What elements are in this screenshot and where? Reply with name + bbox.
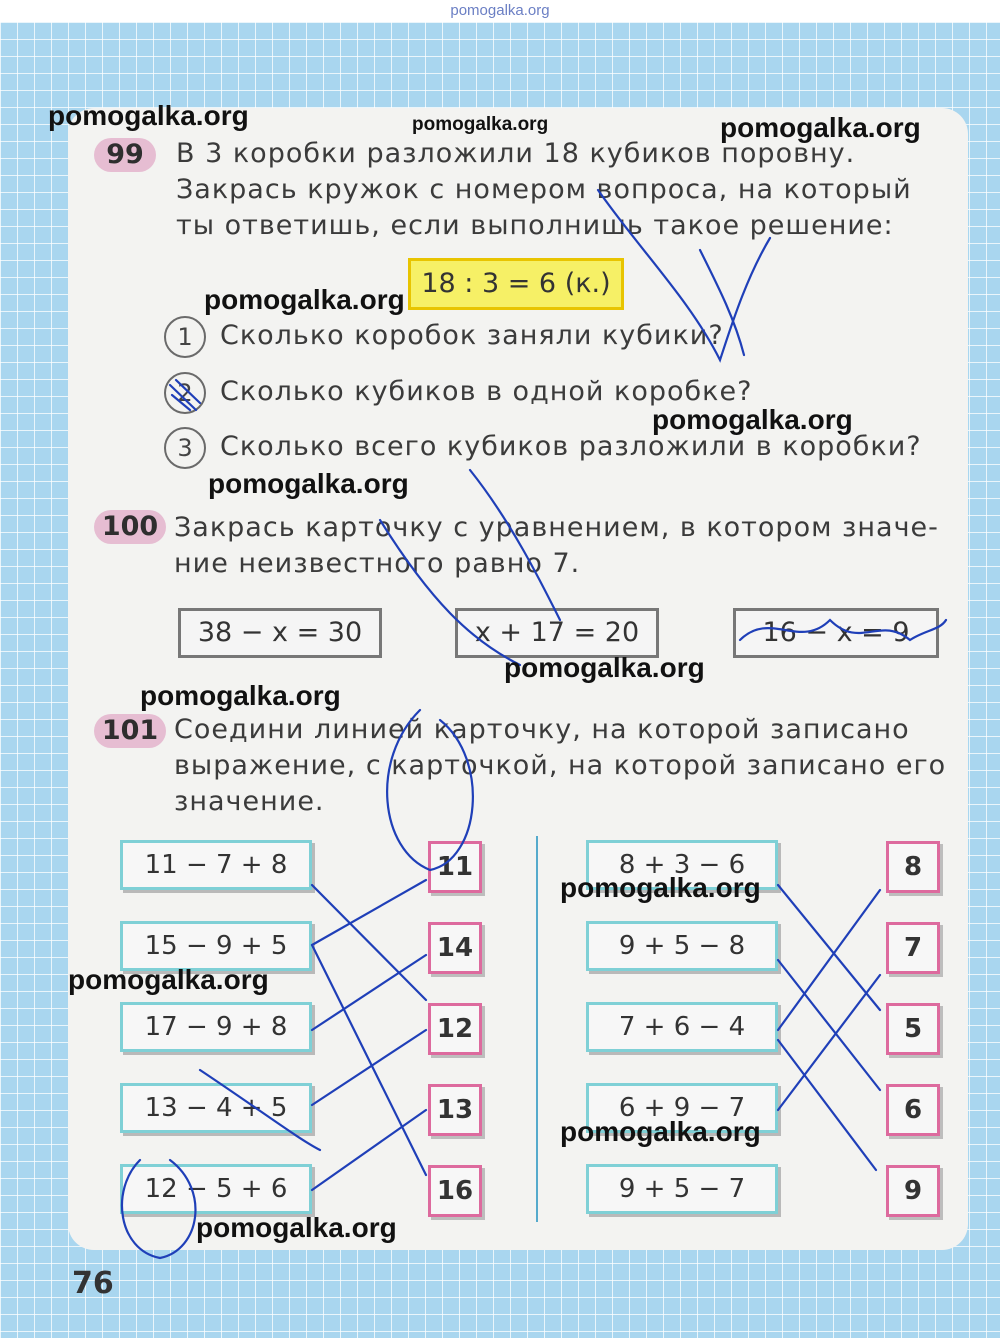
equation-card-1[interactable]: 38 − x = 30 (178, 608, 382, 658)
question-1-text: Сколько коробок заняли кубики? (220, 320, 724, 351)
left-value-card-3[interactable]: 12 (428, 1003, 482, 1055)
watermark-8: pomogalka.org (140, 680, 341, 711)
watermark-9: pomogalka.org (560, 872, 761, 903)
watermark-3: pomogalka.org (720, 112, 921, 143)
left-value-card-4[interactable]: 13 (428, 1084, 482, 1136)
right-expression-card-1[interactable]: 8 + 3 − 6 (586, 840, 778, 890)
right-expression-card-4[interactable]: 6 + 9 − 7 (586, 1083, 778, 1133)
question-1-circle[interactable]: 1 (164, 316, 206, 358)
column-divider (536, 836, 538, 1222)
watermark-12: pomogalka.org (196, 1212, 397, 1243)
left-expression-card-3[interactable]: 17 − 9 + 8 (120, 1002, 312, 1052)
question-3-circle[interactable]: 3 (164, 427, 206, 469)
task-100-number: 100 (94, 510, 166, 544)
right-expression-card-3[interactable]: 7 + 6 − 4 (586, 1002, 778, 1052)
watermark-2: pomogalka.org (412, 114, 549, 135)
watermark-6: pomogalka.org (208, 468, 409, 499)
watermark-1: pomogalka.org (48, 100, 249, 131)
right-value-card-1[interactable]: 8 (886, 841, 940, 893)
left-value-card-5[interactable]: 16 (428, 1165, 482, 1217)
watermark-10: pomogalka.org (68, 964, 269, 995)
left-expression-card-2[interactable]: 15 − 9 + 5 (120, 921, 312, 971)
right-value-card-5[interactable]: 9 (886, 1165, 940, 1217)
left-expression-card-5[interactable]: 12 − 5 + 6 (120, 1164, 312, 1214)
watermark-4: pomogalka.org (204, 284, 405, 315)
task-99-number: 99 (94, 138, 156, 172)
task-101-line-3: значение. (174, 786, 325, 817)
right-value-card-4[interactable]: 6 (886, 1084, 940, 1136)
equation-card-3[interactable]: 16 − x = 9 (733, 608, 939, 658)
watermark-5: pomogalka.org (652, 404, 853, 435)
watermark-7: pomogalka.org (504, 652, 705, 683)
task-99-line-2: Закрась кружок с номером вопроса, на который (176, 174, 912, 205)
task-99-solution: 18 : 3 = 6 (к.) (408, 258, 624, 310)
right-expression-card-5[interactable]: 9 + 5 − 7 (586, 1164, 778, 1214)
task-100-line-2: ние неизвестного равно 7. (174, 548, 581, 579)
page-number: 76 (72, 1266, 114, 1301)
task-101-line-2: выражение, с карточкой, на которой записано его (174, 750, 947, 781)
question-3-text: Сколько всего кубиков разложили в коробки? (220, 431, 922, 462)
left-expression-card-4[interactable]: 13 − 4 + 5 (120, 1083, 312, 1133)
task-101-number: 101 (94, 714, 166, 748)
right-value-card-3[interactable]: 5 (886, 1003, 940, 1055)
watermark-11: pomogalka.org (560, 1116, 761, 1147)
left-value-card-2[interactable]: 14 (428, 922, 482, 974)
right-expression-card-2[interactable]: 9 + 5 − 8 (586, 921, 778, 971)
task-100-line-1: Закрась карточку с уравнением, в котором значе- (174, 512, 939, 543)
right-value-card-2[interactable]: 7 (886, 922, 940, 974)
task-99-line-3: ты ответишь, если выполнишь такое решение: (176, 210, 894, 241)
task-101-line-1: Соедини линией карточку, на которой записано (174, 714, 910, 745)
header-watermark: pomogalka.org (450, 2, 550, 19)
task-99-line-1: В 3 коробки разложили 18 кубиков поровну. (176, 138, 856, 169)
left-value-card-1[interactable]: 11 (428, 841, 482, 893)
question-2-circle[interactable]: 2 (164, 372, 206, 414)
equation-card-2[interactable]: x + 17 = 20 (455, 608, 659, 658)
question-2-text: Сколько кубиков в одной коробке? (220, 376, 753, 407)
left-expression-card-1[interactable]: 11 − 7 + 8 (120, 840, 312, 890)
